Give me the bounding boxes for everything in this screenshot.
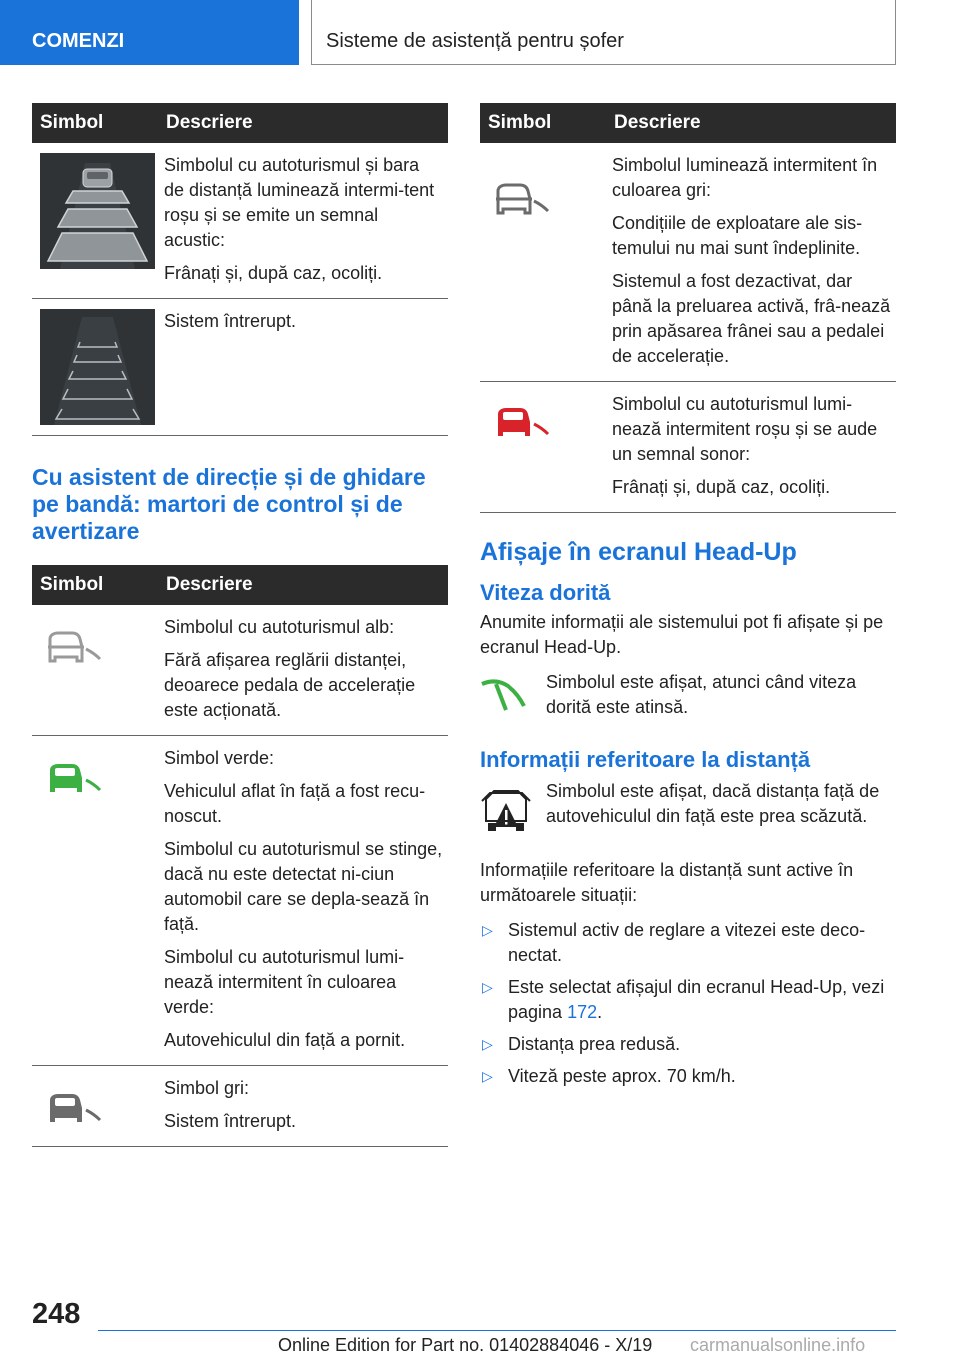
header-title: Sisteme de asistență pentru șofer	[311, 0, 896, 65]
table-row	[480, 382, 896, 513]
row-desc-line: Simbolul cu autoturismul alb:	[164, 617, 395, 637]
distance-info-heading: Informații referitoare la distanță	[480, 747, 811, 772]
distance-warning-icon	[480, 785, 532, 835]
col-header-symbol: Simbol	[32, 565, 156, 605]
list-item-text: Distanța prea redusă.	[508, 1034, 681, 1054]
list-item: ▷ Este selectat afișajul din ecranul Head-Up, vezi pagina 172.	[482, 977, 885, 1022]
driving-assist-symbol-table	[480, 103, 896, 513]
triangle-bullet-icon: ▷	[482, 979, 493, 995]
car-icon-gray	[44, 1090, 104, 1130]
distance-intro: Informațiile referitoare la distanță sunt active în următoarele situații:	[480, 860, 854, 905]
car-icon-gray-flashing	[492, 181, 552, 221]
distance-symbol-text: Simbolul este afișat, dacă distanța față de autovehiculul din față este prea scăzută.	[546, 781, 880, 826]
list-item-text: Sistemul activ de reglare a vitezei este deco-nectat.	[508, 920, 866, 965]
row-desc-line: Sistem întrerupt.	[164, 1111, 297, 1131]
col-header-symbol: Simbol	[32, 103, 156, 143]
footer-edition: Online Edition for Part no. 01402884046 - X/19	[278, 1335, 653, 1355]
desired-speed-symbol-text: Simbolul este afișat, atunci când viteza dorită este atinsă.	[546, 672, 857, 717]
row-desc-line: Fără afișarea reglării distanței, deoarece pedala de accelerație este acționată.	[164, 650, 416, 720]
row-desc-line: Simbolul luminează intermitent în culoarea gri:	[612, 155, 878, 200]
lane-assist-symbol-table	[32, 565, 448, 1147]
row-desc-line: Frânați și, după caz, ocoliți.	[164, 263, 383, 283]
table-row	[480, 143, 896, 382]
desired-speed-heading: Viteza dorită	[480, 580, 611, 605]
col-header-description: Descriere	[604, 103, 896, 143]
list-item	[480, 1032, 896, 1057]
right-column	[480, 103, 896, 1096]
col-header-description: Descriere	[156, 103, 448, 143]
row-desc-line: Simbolul cu autoturismul se stinge, dacă nu este detectat ni-ciun automobil care se depla-sează în față.	[164, 839, 443, 934]
list-item-text: Viteză peste aprox. 70 km/h.	[508, 1066, 736, 1086]
table-row	[32, 299, 448, 436]
speed-reached-icon	[480, 670, 530, 716]
table-row	[32, 143, 448, 299]
row-desc-line: Sistem întrerupt.	[164, 311, 297, 331]
distance-symbol-row	[480, 779, 896, 840]
list-item	[480, 918, 896, 968]
page-number: 248	[32, 1298, 81, 1330]
row-desc-line: Autovehiculul din față a pornit.	[164, 1030, 406, 1050]
lane-assist-heading: Cu asistent de direcție și de ghidare pe bandă: martori de control și de avertizare	[32, 464, 426, 544]
triangle-bullet-icon: ▷	[482, 1036, 493, 1052]
table-row	[32, 1066, 448, 1147]
left-column	[32, 103, 448, 1147]
page-link[interactable]: 172	[567, 1002, 598, 1022]
list-item	[480, 1064, 896, 1089]
triangle-bullet-icon: ▷	[482, 922, 493, 938]
desired-speed-symbol-row	[480, 670, 896, 721]
table-row	[32, 736, 448, 1066]
col-header-description: Descriere	[156, 565, 448, 605]
distance-bar-image	[40, 153, 155, 269]
system-interrupted-image	[40, 309, 155, 425]
distance-conditions-list	[480, 918, 896, 1089]
table-row	[32, 605, 448, 736]
footer-divider	[98, 1330, 896, 1331]
col-header-symbol: Simbol	[480, 103, 604, 143]
car-icon-green	[44, 760, 104, 800]
row-desc-line: Sistemul a fost dezactivat, dar până la preluarea activă, frâ-nează prin apăsarea frânei sau a pedalei de accelerație.	[612, 271, 891, 366]
list-item-text: Este selectat afișajul din ecranul Head-Up, vezi pagina	[508, 977, 885, 1022]
row-desc-line: Simbolul cu autoturismul și bara de distanță luminează intermi-tent roșu și se emite un semnal acustic:	[164, 155, 435, 250]
row-desc-line: Simbolul cu autoturismul lumi-nează intermitent roșu și se aude un semnal sonor:	[612, 394, 878, 464]
watermark: carmanualsonline.info	[690, 1335, 866, 1355]
row-desc-line: Simbolul cu autoturismul lumi-nează intermitent în culoarea verde:	[164, 947, 405, 1017]
row-desc-line: Condițiile de exploatare ale sis-temului nu mai sunt îndeplinite.	[612, 213, 863, 258]
row-desc-line: Simbol gri:	[164, 1078, 250, 1098]
row-desc-line: Frânați și, după caz, ocoliți.	[612, 477, 831, 497]
hud-heading: Afișaje în ecranul Head-Up	[480, 538, 797, 566]
desired-speed-intro: Anumite informații ale sistemului pot fi afișate și pe ecranul Head-Up.	[480, 612, 884, 657]
header-section-label: COMENZI	[0, 0, 299, 65]
car-icon-red	[492, 404, 552, 444]
triangle-bullet-icon: ▷	[482, 1068, 493, 1084]
row-desc-line: Simbol verde:	[164, 748, 275, 768]
distance-symbol-table	[32, 103, 448, 436]
row-desc-line: Vehiculul aflat în față a fost recu-noscut.	[164, 781, 426, 826]
car-icon-white	[44, 629, 104, 669]
